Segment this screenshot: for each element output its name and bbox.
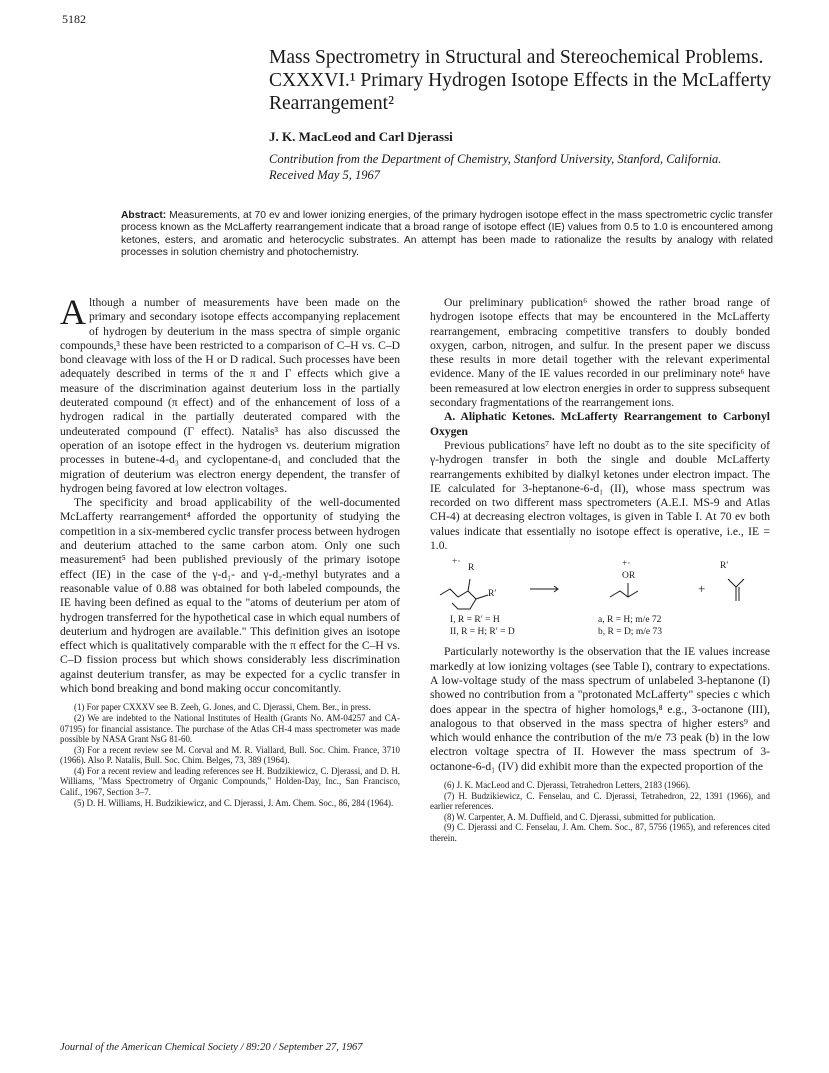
- footnote: (4) For a recent review and leading references see H. Budzikiewicz, C. Djerassi, and D. H. Williams, "Mass Spectrometry of Organic Compounds," Holden-Day, Inc., San Francisco, Calif., 1967, Section 3–7.: [60, 765, 400, 798]
- left-column: [60, 292, 400, 808]
- footnotes-right: [430, 780, 770, 844]
- footnote: (6) J. K. MacLeod and C. Djerassi, Tetrahedron Letters, 2183 (1966).: [444, 780, 691, 791]
- intro-paragraph: [60, 292, 400, 496]
- footnote: (3) For a recent review see M. Corval and M. R. Viallard, Bull. Soc. Chim. France, 3710 (1966). Also P. Natalis, Bull. Soc. Chim. Belges, 73, 389 (1964).: [60, 744, 400, 766]
- footnote: (8) W. Carpenter, A. M. Duffield, and C. Djerassi, submitted for publication.: [444, 811, 716, 822]
- product-skeleton: [610, 591, 638, 597]
- drop-cap: A: [60, 292, 86, 332]
- author-line: J. K. MacLeod and Carl Djerassi: [269, 129, 453, 144]
- footnote: (7) H. Budzikiewicz, C. Fenselau, and C. Djerassi, Tetrahedron, 22, 1391 (1966), and earlier references.: [430, 790, 770, 812]
- product-label-b: b, R = D; m/e 73: [598, 627, 662, 638]
- reactant-bond: [476, 595, 488, 599]
- footnote: (1) For paper CXXXV see B. Zeeh, G. Jones, and C. Djerassi, Chem. Ber., in press.: [74, 702, 371, 713]
- journal-footer: Journal of the American Chemical Society / 89:20 / September 27, 1967: [60, 1042, 363, 1053]
- footnotes-left: [60, 702, 400, 808]
- reactant-skeleton: [440, 589, 476, 609]
- abstract-label: Abstract:: [121, 210, 167, 221]
- right-column: [430, 296, 770, 844]
- abstract: [121, 210, 773, 260]
- section-heading: A. Aliphatic Ketones. McLafferty Rearrangement to Carbonyl Oxygen: [430, 410, 770, 438]
- paragraph-specificity: The specificity and broad applicability of the well-documented McLafferty rearrangement⁴ afforded the opportunity of studying the competition in a six-membered cyclic transfer process between hydrogen and deuterium attached to the same carbon atom. Only one such measurement⁵ had been published previously of the primary isotope effect (IE) in the case of the γ-d₁- and γ-d₂-methyl butyrates and a reasonable value of 0.88 was obtained for both labeled compounds, the IE having been defined as equal to the "atoms of deuterium per atom of hydrogen transferred for the hypothetical case in which equal numbers of deuterium and hydrogen are available." This definition gives an isotope effect which is qualitatively comparable with the π effect for the C–H vs. C–D fission process but which shows considerably less discrimination against deuterium transfer, as may be expected for a cyclic transfer in which bond breaking and bond making occur concomitantly.: [60, 496, 400, 696]
- page-number: 5182: [62, 12, 86, 26]
- compound-label-i: I, R = R′ = H: [450, 615, 500, 626]
- olefin-rprime: R′: [720, 561, 729, 572]
- affiliation: Contribution from the Department of Chemistry, Stanford University, Stanford, California. Received May 5, 1967: [269, 152, 722, 182]
- olefin-skeleton: [728, 579, 744, 587]
- product-or: OR: [622, 571, 636, 582]
- paragraph-observation: Particularly noteworthy is the observation that the IE values increase markedly at low ionizing voltages (see Table I), contrary to expectations. A low-voltage study of the mass spectrum of unlabeled 3-heptanone (I) showed no contribution from a "protonated McLafferty" species c which does appear in the spectra of higher homologs,⁸ e.g., 3-octanone (III), analogous to that observed in the mass spectra of higher esters⁹ and which would enhance the contribution of the m/e 73 peak (b) in the low electron voltage spectra of II. However the mass spectrum of 3-octanone-6-d₁ (IV) did exhibit more than the expected proportion of the: [430, 645, 770, 773]
- intro-text: lthough a number of measurements have been made on the primary and secondary isotope effects accompanying replacement of hydrogen by deuterium in the mass spectra of simple organic compounds,³ these have been restricted to a comparison of C–H vs. C–D bond cleavage with loss of the H or D radical. Such processes have been adequately described in terms of the π and Γ effects which give a measure of the discrimination against deuterium loss in the partially deuterated compound (π effect) and of the enhancement of loss of a hydrogen radical in the partially deuterated compared with the undeuterated compound (Γ effect). Natalis³ has also discussed the operation of an isotope effect in the hydrogen vs. deuterium migration processes in butene-4-d₃ and cyclopentane-d₁ and concluded that the migration of deuterium was electron energy dependent, the transfer of hydrogen being favored at low electron voltages.: [60, 296, 400, 495]
- reactant-bond: [468, 579, 470, 591]
- reactant-radical: +·: [452, 557, 461, 568]
- paragraph-ketones: Previous publications⁷ have left no doubt as to the site specificity of γ-hydrogen transfer in both the single and double McLafferty rearrangements exhibited by dialkyl ketones under electron impact. The IE calculated for 3-heptanone-6-d₁ (II), whose mass spectrum was recorded on two different mass spectrometers (A.E.I. MS-9 and Atlas CH-4) at decreasing electron voltages, is given in Table I. At 70 ev both values indicate that essentially no isotope effect is operative, i.e., IE = 1.0.: [430, 438, 770, 553]
- product-radical: +·: [622, 559, 631, 570]
- reactant-rprime: R′: [488, 589, 497, 600]
- product-label-a: a, R = H; m/e 72: [598, 615, 662, 626]
- footnote: (2) We are indebted to the National Institutes of Health (Grants No. AM-04257 and CA-07195) for financial assistance. The purchase of the Atlas CH-4 mass spectrometer was made possible by NASA Grant NsG 81-60.: [60, 712, 400, 745]
- abstract-text: Measurements, at 70 ev and lower ionizing energies, of the primary hydrogen isotope effect in the mass spectrometric cyclic transfer process known as the McLafferty rearrangement indicate that a broad range of isotope effect (IE) values from 0.5 to 1.0 is encountered among ketones, esters, and aromatic and heterocyclic substrates. An attempt has been made to rationalize the results by analogy with related processes in solution chemistry and photochemistry.: [121, 210, 773, 259]
- footnote: (5) D. H. Williams, H. Budzikiewicz, and C. Djerassi, J. Am. Chem. Soc., 86, 284 (1964).: [74, 797, 394, 808]
- reaction-scheme: [430, 557, 770, 639]
- article-title: Mass Spectrometry in Structural and Stereochemical Problems. CXXXVI.¹ Primary Hydrogen Isotope Effects in the McLafferty Rearrangement²: [269, 47, 772, 114]
- reactant-r: R: [468, 563, 475, 574]
- plus-sign: +: [698, 581, 706, 597]
- compound-label-ii: II, R = H; R′ = D: [450, 627, 515, 638]
- footnote: (9) C. Djerassi and C. Fenselau, J. Am. Chem. Soc., 87, 5756 (1965), and references cited therein.: [430, 822, 770, 843]
- paragraph-preliminary: Our preliminary publication⁶ showed the rather broad range of hydrogen isotope effects that may be encountered in the McLafferty rearrangement, embracing competitive transfers to doubly bonded oxygen, carbon, nitrogen, and sulfur. In the present paper we discuss these results in more detail together with the relevant experimental evidence. Many of the IE values recorded in our preliminary note⁶ have been remeasured at low electron energies in order to suppress subsequent secondary fragmentations of the rearrangement ions.: [430, 296, 770, 410]
